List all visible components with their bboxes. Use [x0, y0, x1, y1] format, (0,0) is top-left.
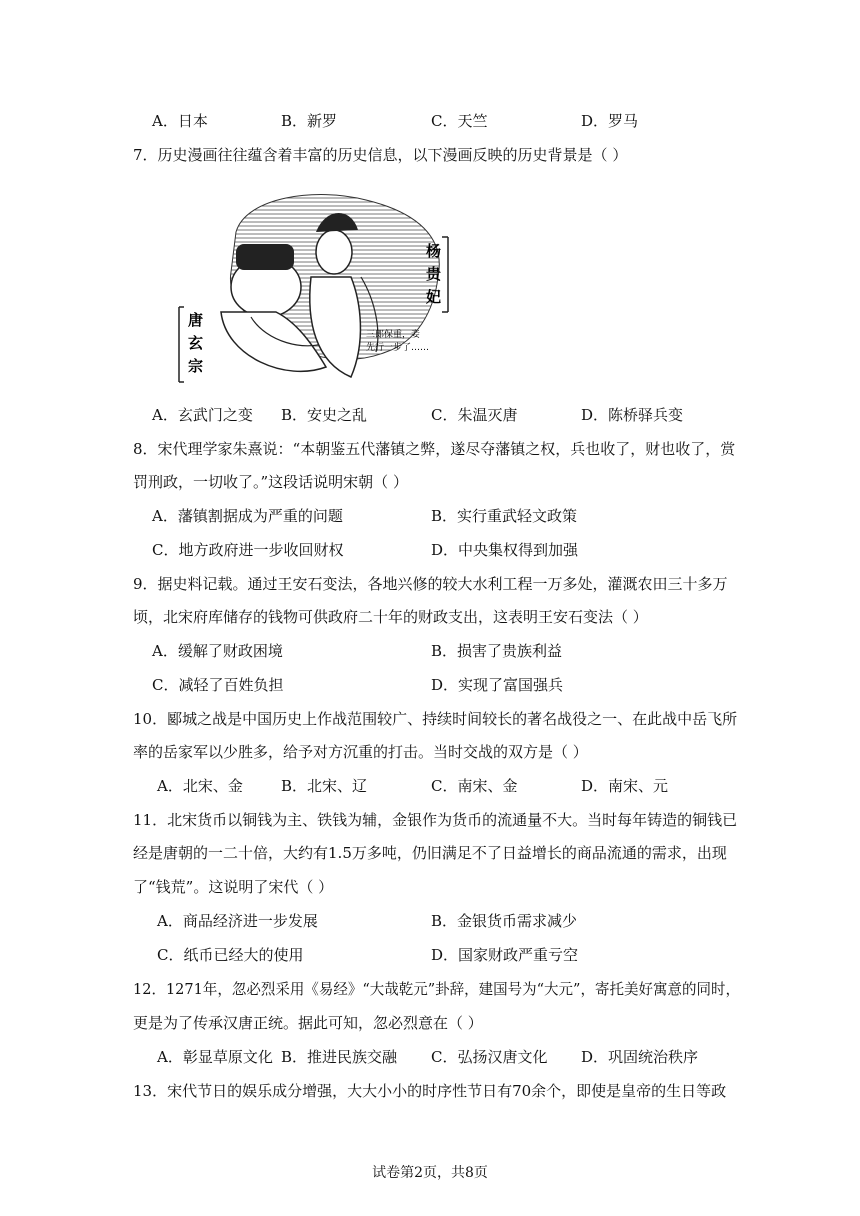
page-footer: 试卷第2页，共8页 — [372, 1165, 488, 1181]
q12-option-b: B．推进民族交融 — [281, 1048, 398, 1066]
q11-stem-line1: 11．北宋货币以铜钱为主、铁钱为辅，金银作为货币的流通量不大。当时每年铸造的铜钱已 — [133, 811, 738, 829]
q10-stem-line1: 10．郾城之战是中国历史上作战范围较广、持续时间较长的著名战役之一、在此战中岳飞所 — [133, 710, 738, 728]
q10-stem-line2: 率的岳家军以少胜多，给予对方沉重的打击。当时交战的双方是（ ） — [133, 743, 588, 761]
q11-option-b: B．金银货币需求减少 — [431, 912, 578, 930]
q12-option-a: A．彰显草原文化 — [157, 1048, 273, 1066]
q9-stem-line2: 顷，北宋府库储存的钱物可供政府二十年的财政支出，这表明王安石变法（ ） — [133, 608, 648, 626]
q11-option-c: C．纸币已经大的使用 — [157, 946, 304, 964]
q13-stem-line1: 13．宋代节日的娱乐成分增强，大大小小的时序性节日有70余个，即使是皇帝的生日等政 — [133, 1082, 727, 1100]
cartoon-label-right-2: 贵 — [426, 265, 442, 283]
q9-stem-line1: 9．据史料记载。通过王安石变法，各地兴修的较大水利工程一万多处，灌溉农田三十多万 — [133, 575, 728, 593]
q10-option-d: D．南宋、元 — [581, 777, 669, 795]
cartoon-speech-1: 三郎保重，妾 — [366, 330, 421, 340]
q8-option-b: B．实行重武轻文政策 — [431, 507, 578, 525]
q8-option-d: D．中央集权得到加强 — [431, 541, 579, 559]
cartoon-label-right-3: 妃 — [426, 288, 442, 306]
cartoon-speech-2: 先行一步了…… — [366, 343, 430, 353]
q7-option-c: C．朱温灭唐 — [431, 406, 518, 424]
cartoon-label-left-2: 玄 — [188, 334, 204, 352]
cartoon-label-left-3: 宗 — [188, 357, 204, 375]
q9-option-a: A．缓解了财政困境 — [152, 642, 283, 660]
q10-option-a: A．北宋、金 — [157, 777, 243, 795]
q8-stem-line2: 罚刑政，一切收了。”这段话说明宋朝（ ） — [133, 473, 408, 491]
q12-option-d: D．巩固统治秩序 — [581, 1048, 699, 1066]
cartoon-label-right-1: 杨 — [426, 242, 442, 260]
q11-stem-line3: 了“钱荒”。这说明了宋代（ ） — [133, 878, 334, 896]
cartoon-illustration — [176, 192, 458, 392]
q9-option-c: C．减轻了百姓负担 — [152, 676, 284, 694]
q11-option-d: D．国家财政严重亏空 — [431, 946, 579, 964]
q6-option-a: A．日本 — [152, 112, 208, 130]
q9-option-b: B．损害了贵族利益 — [431, 642, 563, 660]
q7-option-d: D．陈桥驿兵变 — [581, 406, 684, 424]
q6-option-d: D．罗马 — [581, 112, 639, 130]
q10-option-b: B．北宋、辽 — [281, 777, 368, 795]
q7-stem: 7．历史漫画往往蕴含着丰富的历史信息，以下漫画反映的历史背景是（ ） — [133, 146, 628, 164]
q8-option-c: C．地方政府进一步收回财权 — [152, 541, 344, 559]
q6-option-b: B．新罗 — [281, 112, 338, 130]
q11-option-a: A．商品经济进一步发展 — [157, 912, 318, 930]
q7-option-b: B．安史之乱 — [281, 406, 368, 424]
q8-stem-line1: 8．宋代理学家朱熹说：“本朝鉴五代藩镇之弊，遂尽夺藩镇之权，兵也收了，财也收了，赏 — [133, 440, 736, 458]
q6-option-c: C．天竺 — [431, 112, 488, 130]
q10-option-c: C．南宋、金 — [431, 777, 518, 795]
q11-stem-line2: 经是唐朝的一二十倍，大约有1.5万多吨，仍旧满足不了日益增长的商品流通的需求，出现 — [133, 844, 727, 862]
q7-option-a: A．玄武门之变 — [152, 406, 253, 424]
q12-stem-line2: 更是为了传承汉唐正统。据此可知，忽必烈意在（ ） — [133, 1014, 483, 1032]
q12-option-c: C．弘扬汉唐文化 — [431, 1048, 548, 1066]
q12-stem-line1: 12．1271年，忽必烈采用《易经》“大哉乾元”卦辞，建国号为“大元”，寄托美好寓意的同时， — [133, 980, 740, 998]
q9-option-d: D．实现了富国强兵 — [431, 676, 564, 694]
cartoon-label-left-1: 唐 — [188, 311, 204, 329]
q8-option-a: A．藩镇割据成为严重的问题 — [152, 507, 343, 525]
